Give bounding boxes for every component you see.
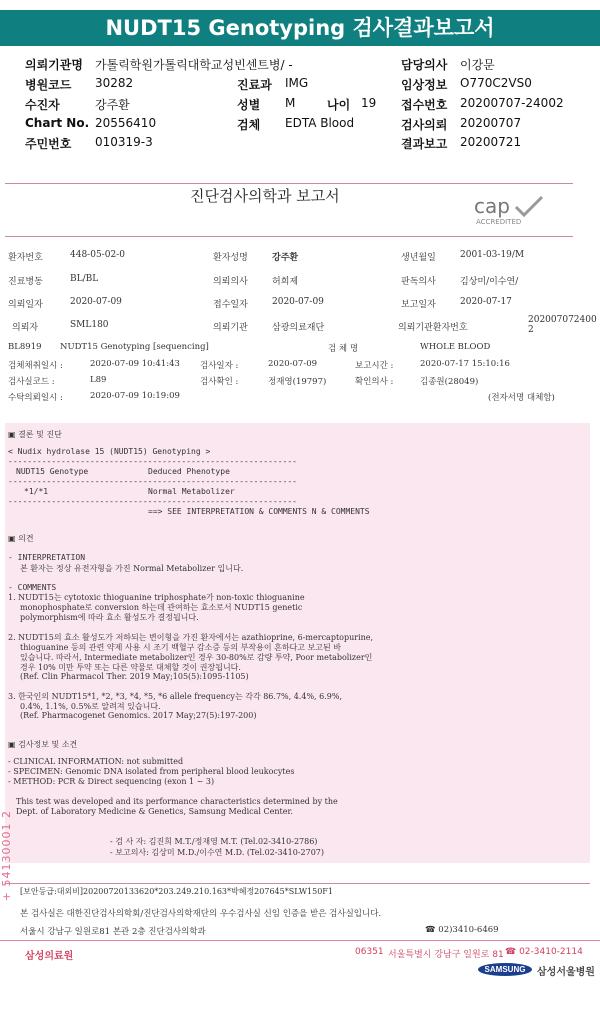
recipient-label: 수진자	[25, 98, 60, 112]
req-date: 2020-07-09	[70, 297, 122, 307]
org: 삼광의료재단	[272, 323, 325, 333]
doctor: 이강문	[460, 58, 495, 72]
sex: M	[285, 96, 296, 110]
col-phenotype: Deduced Phenotype	[148, 467, 230, 476]
dash-line-1: ------------------------------------------------------------	[8, 457, 297, 466]
see-line: ==> SEE INTERPRETATION & COMMENTS N & COMMENTS	[148, 507, 370, 516]
address-line: 서울시 강남구 일원로81 본관 2층 진단검사의학과	[20, 927, 206, 937]
accession: 20200707-24002	[460, 96, 564, 110]
comment-1-line-3: polymorphism에 따라 효소 활성도가 결정됩니다.	[20, 613, 199, 622]
footer-tel: ☎ 02-3410-2114	[505, 947, 583, 957]
dash-line-3: ------------------------------------------------------------	[8, 497, 297, 506]
comment-2-line-3: 있습니다. 따라서, Intermediate metabolizer인 경우 30-80%로 감량 투약, Poor metabolizer인	[20, 653, 373, 662]
footer-zip: 06351	[355, 947, 384, 957]
genotype: *1/*1	[24, 487, 49, 496]
cap-sub: ACCREDITED	[476, 218, 522, 226]
comment-1-line-2: monophosphate로 conversion 하는데 관여하는 효소로서 NUDT15 genetic	[20, 603, 303, 612]
request-date: 20200707	[460, 116, 522, 130]
test-name: NUDT15 Genotyping [sequencing]	[60, 342, 209, 352]
test-date: 2020-07-09	[268, 359, 318, 369]
top-rule	[5, 183, 573, 184]
interp-text: 본 환자는 정상 유전자형을 가진 Normal Metabolizer 입니다.	[20, 564, 244, 573]
clinical-label: 임상정보	[401, 78, 448, 92]
esign: (전자서명 대체함)	[488, 393, 555, 403]
req-org: SML180	[70, 320, 109, 330]
ordering-org-label: 의뢰기관명	[25, 58, 83, 72]
footer-address: 서울특별시 강남구 일원로 81	[388, 950, 504, 960]
req-doc-label: 의뢰의사	[213, 277, 248, 287]
org-no-label: 의뢰기관환자번호	[398, 323, 468, 333]
cap-text: cap	[474, 194, 510, 218]
collect: 2020-07-09 10:41:43	[90, 359, 180, 369]
report-time: 2020-07-17 15:10:16	[420, 359, 510, 369]
patient-name: 강주환	[272, 253, 299, 263]
order-label: 수탁의뢰일시 :	[8, 393, 63, 403]
report-time-label: 보고시간 :	[355, 361, 394, 371]
samsung-logo: SAMSUNG	[478, 963, 532, 976]
recv-date-label: 접수일자	[213, 300, 248, 310]
comment-3-line-3: (Ref. Pharmacogenet Genomics. 2017 May;27(5):197-200)	[20, 711, 257, 720]
rule-3	[5, 883, 590, 884]
patient-name-label: 환자성명	[213, 253, 248, 263]
doctor-label: 담당의사	[401, 58, 448, 72]
dob: 2001-03-19/M	[460, 250, 525, 260]
order: 2020-07-09 10:19:09	[90, 391, 180, 401]
rep-date: 2020-07-17	[460, 297, 512, 307]
dev-line-1: This test was developed and its performance characteristics determined by the	[16, 797, 338, 806]
specimen: EDTA Blood	[285, 116, 355, 130]
reading-doc: 김상미/이수연/	[460, 277, 519, 287]
report-date-label: 결과보고	[401, 137, 448, 151]
confirm-label: 확인의사 :	[355, 377, 394, 387]
col-genotype: NUDT15 Genotype	[16, 467, 89, 476]
age-label: 나이	[327, 98, 351, 112]
specimen-name-label: 검 체 명	[328, 344, 359, 354]
info-line-3: - METHOD: PCR & Direct sequencing (exon 1 ~ 3)	[8, 777, 215, 786]
info-heading: ▣ 검사정보 및 소견	[8, 740, 78, 749]
info-line-2: - SPECIMEN: Genomic DNA isolated from peripheral blood leukocytes	[8, 767, 295, 776]
comment-3-line-1: 3. 한국인의 NUDT15*1, *2, *3, *4, *5, *6 allele frequency는 각각 86.7%, 4.4%, 6.9%,	[8, 692, 342, 701]
req-org-label: 의뢰자	[12, 323, 39, 333]
cap-logo	[470, 193, 560, 227]
rule-2	[5, 236, 573, 237]
department: IMG	[285, 76, 309, 90]
department-label: 진료과	[237, 78, 272, 92]
opinion-heading: ▣ 의견	[8, 534, 34, 543]
recv-date: 2020-07-09	[272, 297, 324, 307]
org-no-1: 202007072400	[528, 315, 597, 325]
lab-report	[0, 165, 600, 975]
report-date: 20200721	[460, 135, 522, 149]
ward-label: 진료병동	[8, 277, 43, 287]
footer-brand-left: 삼성의료원	[25, 951, 74, 962]
comment-2-line-1: 2. NUDT15의 효소 활성도가 저하되는 변이형을 가진 환자에서는 azathioprine, 6-mercaptopurine,	[8, 633, 374, 642]
interp-head: - INTERPRETATION	[8, 553, 86, 562]
recipient: 강주환	[95, 98, 130, 112]
hospital-code-label: 병원코드	[25, 78, 72, 92]
comment-2-line-5: (Ref. Clin Pharmacol Ther. 2019 May;105(5):1095-1105)	[20, 672, 249, 681]
comment-2-line-4: 경우 10% 미만 투약 또는 다른 약물로 대체할 것이 권장됩니다.	[20, 663, 241, 672]
chart-no: 20556410	[95, 116, 157, 130]
comments-head: - COMMENTS	[8, 583, 57, 592]
ward: BL/BL	[70, 274, 99, 284]
comment-1-line-1: 1. NUDT15는 cytotoxic thioguanine triphosphate가 non-toxic thioguanine	[8, 593, 305, 602]
test-code: BL8919	[8, 342, 42, 352]
gene-line: < Nudix hydrolase 15 (NUDT15) Genotyping >	[8, 447, 211, 456]
accession-label: 접수번호	[401, 98, 448, 112]
info-line-1: - CLINICAL INFORMATION: not submitted	[8, 757, 184, 766]
comment-2-line-2: thioguanine 등의 관련 약제 사용 시 조기 백혈구 감소증 등의 부작용이 흔하다고 보고된 바	[20, 643, 342, 652]
collect-label: 검체채취일시 :	[8, 361, 63, 371]
clinical: O770C2VS0	[460, 76, 532, 90]
chart-label: Chart No.	[25, 116, 90, 130]
reading-doc-label: 판독의사	[401, 277, 436, 287]
report-heading: 진단검사의학과 보고서	[190, 187, 340, 205]
phenotype: Normal Metabolizer	[148, 487, 235, 496]
room: L89	[90, 375, 107, 385]
patient-no: 448-05-02-0	[70, 250, 125, 260]
signature-line-2: - 보고의사: 김상미 M.D./이수연 M.D. (Tel.02-3410-2707)	[110, 848, 324, 857]
security-line: [보안등급:대외비]20200720133620*203.249.210.163*박혜정207645*SLW150F1	[20, 887, 333, 896]
confirm: 김종원(28049)	[420, 377, 479, 387]
req-date-label: 의뢰일자	[8, 300, 43, 310]
footer-rule	[0, 940, 600, 941]
signature-line-1: - 검 사 자: 김진희 M.T./정재영 M.T. (Tel.02-3410-2786)	[110, 837, 318, 846]
cert-line: 본 검사실은 대한진단검사의학회/진단검사의학재단의 우수검사실 신임 인증을 받은 검사실입니다.	[20, 909, 382, 919]
rrn-label: 주민번호	[25, 137, 72, 151]
org-label: 의뢰기관	[213, 323, 248, 333]
sex-label: 성별	[237, 98, 261, 112]
req-doc: 허희제	[272, 277, 299, 287]
specimen-name: WHOLE BLOOD	[420, 342, 491, 352]
org-no-2: 2	[528, 325, 534, 335]
request-date-label: 검사의뢰	[401, 118, 448, 132]
rep-date-label: 보고일자	[401, 300, 436, 310]
rrn: 010319-3	[95, 135, 153, 149]
test-date-label: 검사일자 :	[200, 361, 239, 371]
verify-label: 검사확인 :	[200, 377, 239, 387]
ordering-org: 가톨릭학원가톨릭대학교성빈센트병/ -	[95, 58, 293, 72]
specimen-label: 검체	[237, 118, 261, 132]
room-label: 검사실코드 :	[8, 377, 55, 387]
patient-no-label: 환자번호	[8, 253, 43, 263]
dev-line-2: Dept. of Laboratory Medicine & Genetics, Samsung Medical Center.	[16, 807, 293, 816]
hospital-code: 30282	[95, 76, 134, 90]
phone-line: ☎ 02)3410-6469	[425, 925, 499, 935]
side-code: + 54130001 2	[0, 810, 13, 902]
age: 19	[361, 96, 377, 110]
comment-3-line-2: 0.4%, 1.1%, 0.5%로 알려져 있습니다.	[20, 702, 161, 711]
footer-hospital: 삼성서울병원	[537, 967, 595, 978]
result-heading: ▣ 결론 및 진단	[8, 430, 62, 439]
dob-label: 생년월일	[401, 253, 436, 263]
dash-line-2: ------------------------------------------------------------	[8, 477, 297, 486]
report-title: NUDT15 Genotyping 검사결과보고서	[0, 10, 600, 46]
verify: 정재영(19797)	[268, 377, 327, 387]
